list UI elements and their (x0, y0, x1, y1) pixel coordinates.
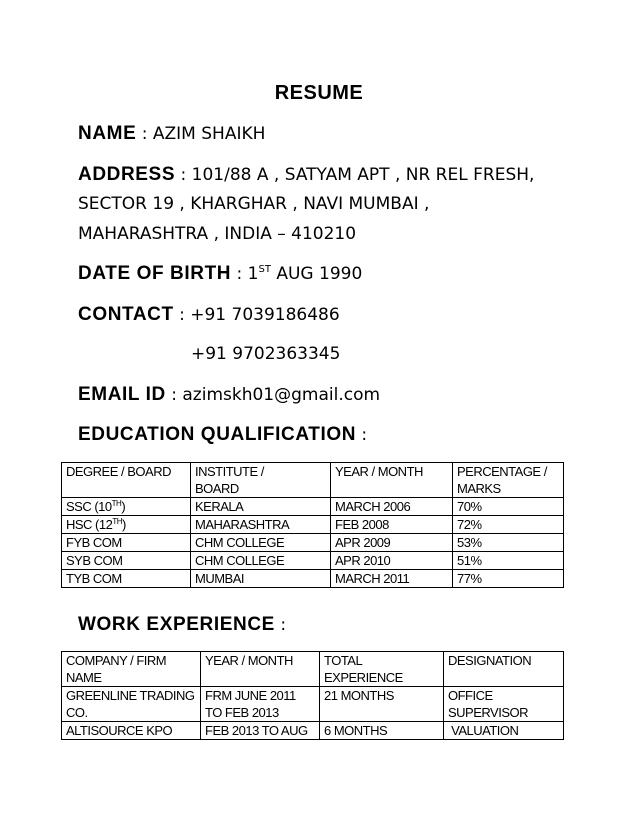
table-cell: OFFICE SUPERVISOR (444, 687, 564, 722)
header-cell: COMPANY / FIRM NAME (62, 652, 201, 687)
email-line (78, 384, 380, 406)
table-cell: MAHARASHTRA (191, 516, 331, 534)
table-cell: 21 MONTHS (320, 687, 444, 722)
work-table (61, 651, 564, 740)
header-cell: YEAR / MONTH (331, 463, 453, 498)
table-cell: HSC (12TH) (62, 516, 191, 534)
table-cell: MARCH 2011 (331, 570, 453, 588)
work-heading-line (78, 614, 286, 636)
table-row (62, 534, 564, 552)
table-row (62, 498, 564, 516)
name-separator: : (136, 124, 153, 144)
table-cell: GREENLINE TRADING CO. (62, 687, 201, 722)
address-line-1 (78, 164, 534, 186)
table-cell: FEB 2008 (331, 516, 453, 534)
table-cell: SYB COM (62, 552, 191, 570)
header-cell: TOTAL EXPERIENCE (320, 652, 444, 687)
header-cell: YEAR / MONTH (201, 652, 320, 687)
table-cell: 51% (453, 552, 564, 570)
header-cell: DEGREE / BOARD (62, 463, 191, 498)
work-heading: WORK EXPERIENCE (78, 614, 275, 635)
table-row (62, 687, 564, 722)
name-line (78, 123, 265, 145)
table-cell: FRM JUNE 2011 TO FEB 2013 (201, 687, 320, 722)
dob-label: DATE OF BIRTH (78, 263, 232, 284)
table-cell: 70% (453, 498, 564, 516)
table-row (62, 552, 564, 570)
contact-separator: : (173, 305, 191, 325)
dob-rest: AUG 1990 (270, 264, 363, 284)
table-cell: TYB COM (62, 570, 191, 588)
table-cell: 6 MONTHS (320, 722, 444, 740)
education-header-row (62, 463, 564, 498)
dob-day: 1 (247, 264, 259, 284)
table-cell: APR 2010 (331, 552, 453, 570)
dob-ordinal: ST (258, 264, 271, 275)
table-cell: APR 2009 (331, 534, 453, 552)
table-cell: MARCH 2006 (331, 498, 453, 516)
table-cell: 72% (453, 516, 564, 534)
table-row (62, 570, 564, 588)
table-cell: ALTISOURCE KPO (62, 722, 201, 740)
table-cell: CHM COLLEGE (191, 534, 331, 552)
dob-separator: : (231, 264, 248, 284)
work-header-row (62, 652, 564, 687)
address-separator: : (175, 165, 192, 185)
name-value: AZIM SHAIKH (152, 124, 266, 144)
education-separator: : (356, 425, 368, 445)
email-separator: : (165, 385, 183, 405)
name-label: NAME (78, 123, 137, 144)
table-row (62, 722, 564, 740)
address-line-3: MAHARASHTRA , INDIA – 410210 (78, 224, 357, 244)
table-row (62, 516, 564, 534)
table-cell: SSC (10TH) (62, 498, 191, 516)
table-cell: 77% (453, 570, 564, 588)
contact-phone-1: +91 7039186486 (190, 305, 340, 325)
table-cell: MUMBAI (191, 570, 331, 588)
table-cell: 53% (453, 534, 564, 552)
education-table (61, 462, 564, 588)
education-heading: EDUCATION QUALIFICATION (78, 424, 357, 445)
address-line1-text: 101/88 A , SATYAM APT , NR REL FRESH, (191, 165, 535, 185)
education-heading-line (78, 424, 367, 446)
header-cell: DESIGNATION (444, 652, 564, 687)
address-line-2: SECTOR 19 , KHARGHAR , NAVI MUMBAI , (78, 194, 430, 214)
dob-line (78, 263, 362, 285)
table-cell: CHM COLLEGE (191, 552, 331, 570)
header-cell: INSTITUTE / BOARD (191, 463, 331, 498)
table-cell: FEB 2013 TO AUG (201, 722, 320, 740)
contact-phone-2: +91 9702363345 (191, 344, 341, 364)
contact-line (78, 304, 340, 326)
table-cell: VALUATION (444, 722, 564, 740)
contact-label: CONTACT (78, 304, 174, 325)
table-cell: KERALA (191, 498, 331, 516)
email-value: azimskh01@gmail.com (182, 385, 381, 405)
address-label: ADDRESS (78, 164, 176, 185)
resume-title: RESUME (274, 82, 364, 104)
table-cell: FYB COM (62, 534, 191, 552)
work-separator: : (274, 615, 287, 635)
header-cell: PERCENTAGE / MARKS (453, 463, 564, 498)
email-label: EMAIL ID (78, 384, 166, 405)
